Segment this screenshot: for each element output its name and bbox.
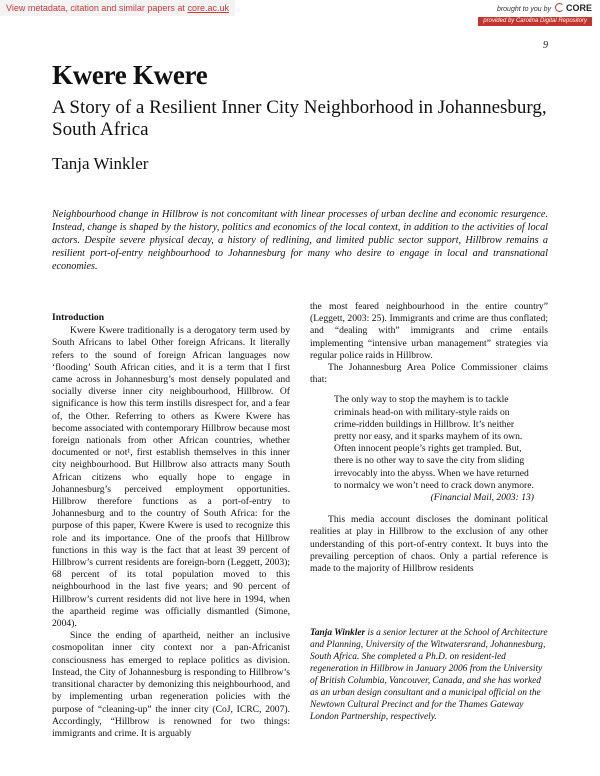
block-quote xyxy=(334,394,534,504)
metadata-text: View metadata, citation and similar papers at xyxy=(6,3,188,13)
brought-to-you xyxy=(497,3,592,13)
quote-text: The only way to stop the mayhem is to tackle criminals head-on with military-style raids on crime-ridden buildings in Hillbrow. It’s neither pretty nor easy, and it sparks mayhem of its own. Often innocent people’s rights get trampled. But, there is no other way to save the city from sliding irrevocably into the abyss. When we have returned to normalcy we won’t need to crack down anymore. xyxy=(334,394,534,491)
section-heading: Introduction xyxy=(52,312,105,323)
paragraph: This media account discloses the dominant political realities at play in Hillbrow to the exclusion of any other understanding of this port-of-entry context. It buys into the prevailing perception of chaos. Only a partial reference is made to the majority of Hillbrow residents xyxy=(310,514,548,575)
brought-to-you-text: brought to you by xyxy=(496,6,552,13)
abstract: Neighbourhood change in Hillbrow is not concomitant with linear processes of urban decline and economic resurgence. Instead, change is shaped by the history, politics and economics of the local context, in addition to the activities of local actors. Despite severe physical decay, a history of redlining, and limited public sector support, Hillbrow remains a resilient port-of-entry neighbourhood to Johannesburg for many who desire to engage in local and transnational economies. xyxy=(52,209,548,272)
provided-by-badge[interactable]: provided by Carolina Digital Repository xyxy=(478,17,592,26)
article-subtitle: A Story of a Resilient Inner City Neighborhood in Johannesburg, South Africa xyxy=(52,97,547,140)
core-label[interactable]: CORE xyxy=(565,3,592,13)
paragraph: The Johannesburg Area Police Commissioner claims that: xyxy=(310,362,548,386)
paragraph: Since the ending of apartheid, neither an inclusive cosmopolitan inner city context nor a pan-Africanist consciousness has emerged to replace politics as division. Instead, the City of Johannesburg is responding to Hillbrow’s transitional character by demonizing this neighbourhood, and by implementing urban regeneration policies with the purpose of “cleaning-up” the inner city (CoJ, ICRC, 2007). Accordingly, “Hillbrow is renowned for two things: immigrants and crime. It is arguably xyxy=(52,630,290,739)
paragraph: Kwere Kwere traditionally is a derogatory term used by South Africans to label Other foreign Africans. It literally refers to the sound of foreign African languages now ‘flooding’ South African cities, and it is a term that I first came across in Johannesburg’s most densely populated and socially diverse inner city neighbourhood, Hillbrow. Of significance is how this term instills disrespect for, and a fear of, the Other. Referring to others as Kwere Kwere has become associated with contemporary Hillbrow because most foreign nationals from other African countries, whether documented or not¹, first establish themselves in this inner city neighbourhood. But Hillbrow also attracts many South African citizens who equally hope to engage in Johannesburg’s perceived employment opportunities. Hillbrow therefore functions as a port-of-entry to Johannesburg and to the country of South Africa: for the purpose of this paper, Kwere Kwere is used to recognize this role and its importance. One of the proofs that Hillbrow functions in this way is the fact that at least 39 percent of Hillbrow’s current residents are foreign-born (Leggett, 2003); 68 percent of its total population moved to this neighbourhood in the last five years; and 90 percent of Hillbrow’s current residents did not live here in 1994, when the apartheid regime was officially dismantled (Simone, 2004). xyxy=(52,325,290,630)
core-logo-icon xyxy=(555,3,564,12)
right-column xyxy=(310,301,548,575)
page-number: 9 xyxy=(543,40,548,51)
bio-name: Tanja Winkler xyxy=(310,628,366,638)
core-link[interactable]: core.ac.uk xyxy=(187,3,229,13)
left-column xyxy=(52,312,290,740)
quote-source xyxy=(334,492,534,504)
core-banner xyxy=(0,0,600,30)
author-bio xyxy=(310,627,548,723)
paragraph: the most feared neighbourhood in the entire country” (Leggett, 2003: 25). Immigrants and crime are thus conflated; and “dealing with” immigrants and crime entails implementing “intensive urban management” strategies via regular police raids in Hillbrow. xyxy=(310,301,548,361)
article-author: Tanja Winkler xyxy=(52,154,149,173)
quote-source-text: (Financial Mail, 2003: 13) xyxy=(430,492,534,504)
article-title: Kwere Kwere xyxy=(52,60,208,90)
bio-text: is a senior lecturer at the School of Architecture and Planning, University of the Witwatersrand, Johannesburg, South Africa. She completed a Ph.D. on resident-led regeneration in Hillbrow in January 2006 from the University of British Columbia, Vancouver, Canada, and she has worked as an urban design consultant and a municipal official on the Newtown Cultural Precinct and for the Thames Gateway London Partnership, respectively. xyxy=(310,628,548,722)
metadata-bar xyxy=(0,0,235,16)
